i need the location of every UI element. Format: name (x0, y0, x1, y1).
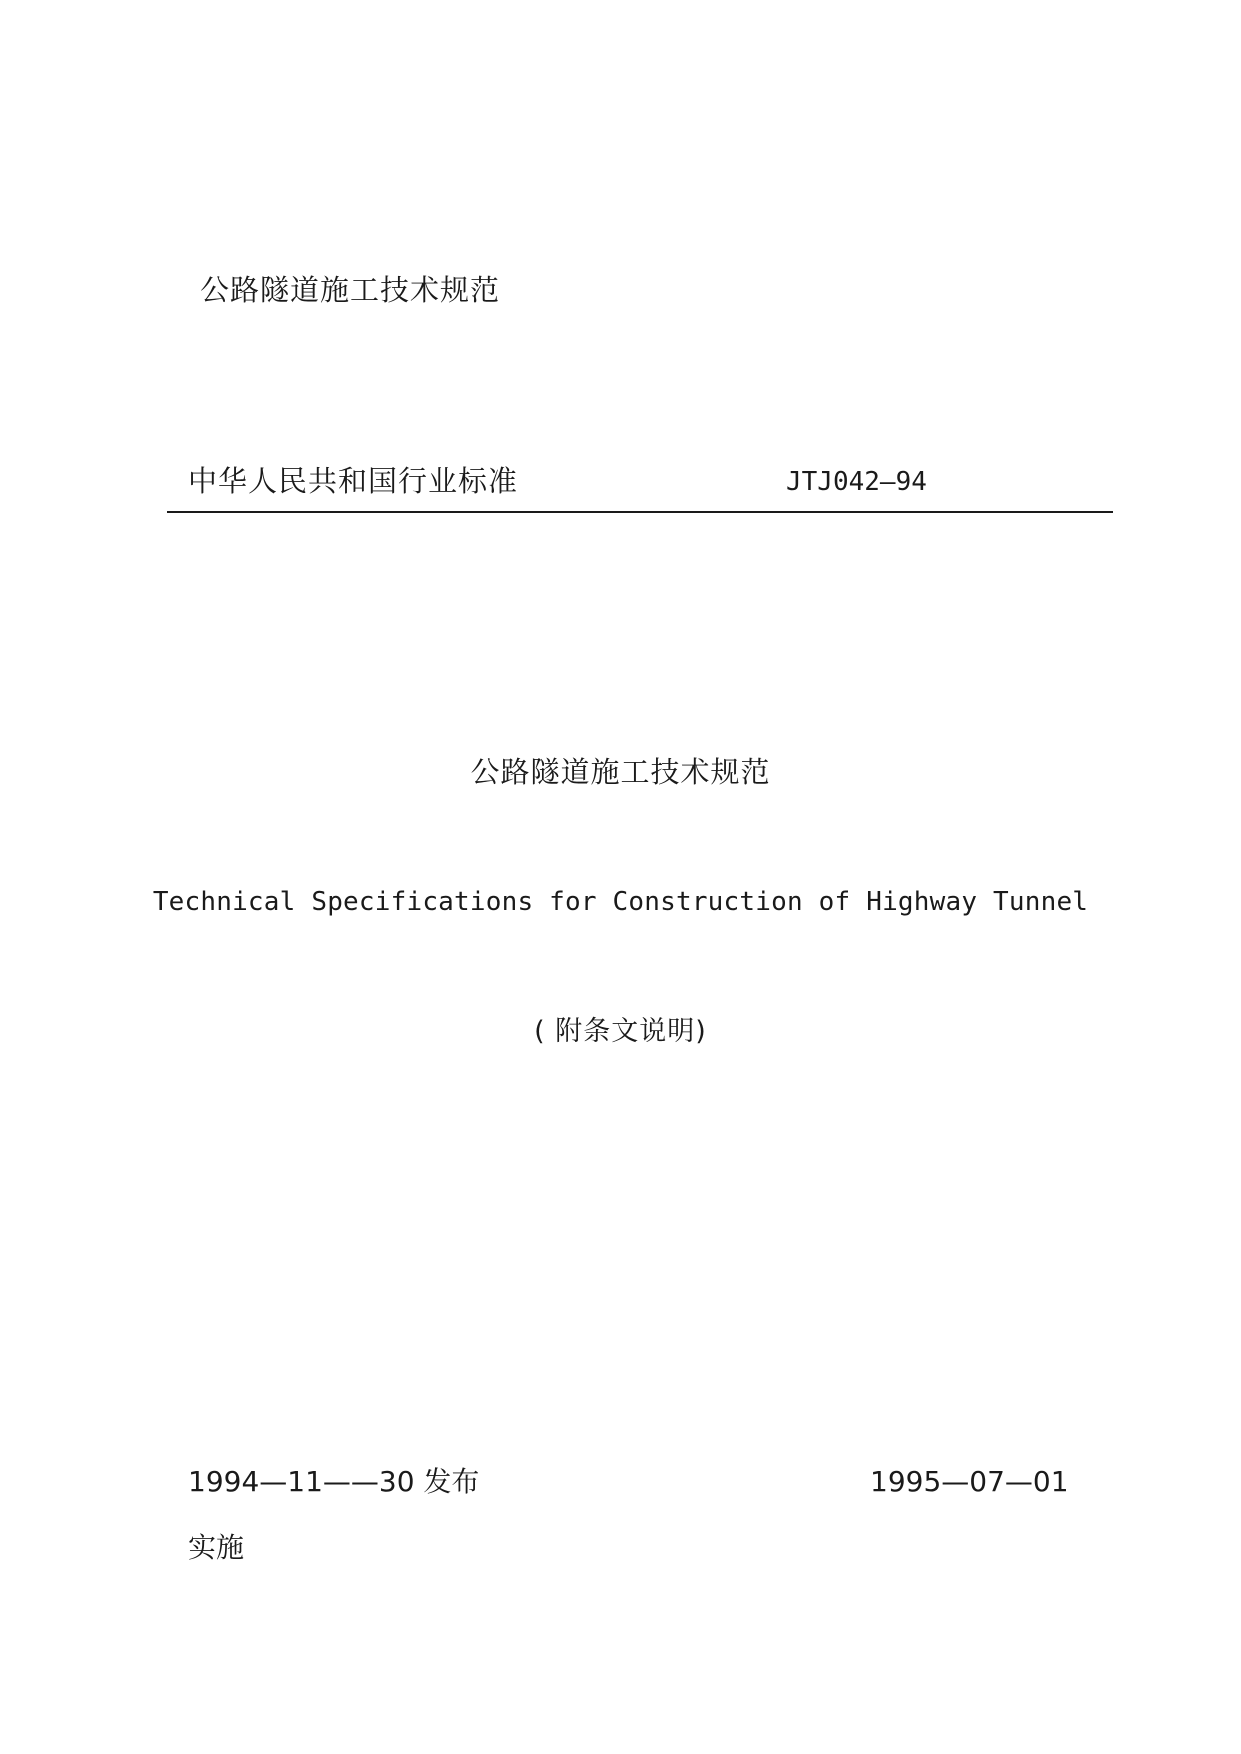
header-divider (167, 511, 1113, 513)
annotation-note: ( 附条文说明) (534, 1016, 707, 1047)
english-title: Technical Specifications for Construction of Highway Tunnel (152, 887, 1089, 917)
standard-category: 中华人民共和国行业标准 (188, 464, 519, 498)
standard-code: JTJ042—94 (786, 467, 927, 497)
implementation-date: 1995—07—01 (870, 1465, 1069, 1498)
implementation-label: 实施 (188, 1531, 245, 1564)
issue-date: 1994—11——30 发布 (188, 1465, 480, 1498)
header-title: 公路隧道施工技术规范 (200, 273, 501, 307)
main-title: 公路隧道施工技术规范 (470, 755, 771, 789)
